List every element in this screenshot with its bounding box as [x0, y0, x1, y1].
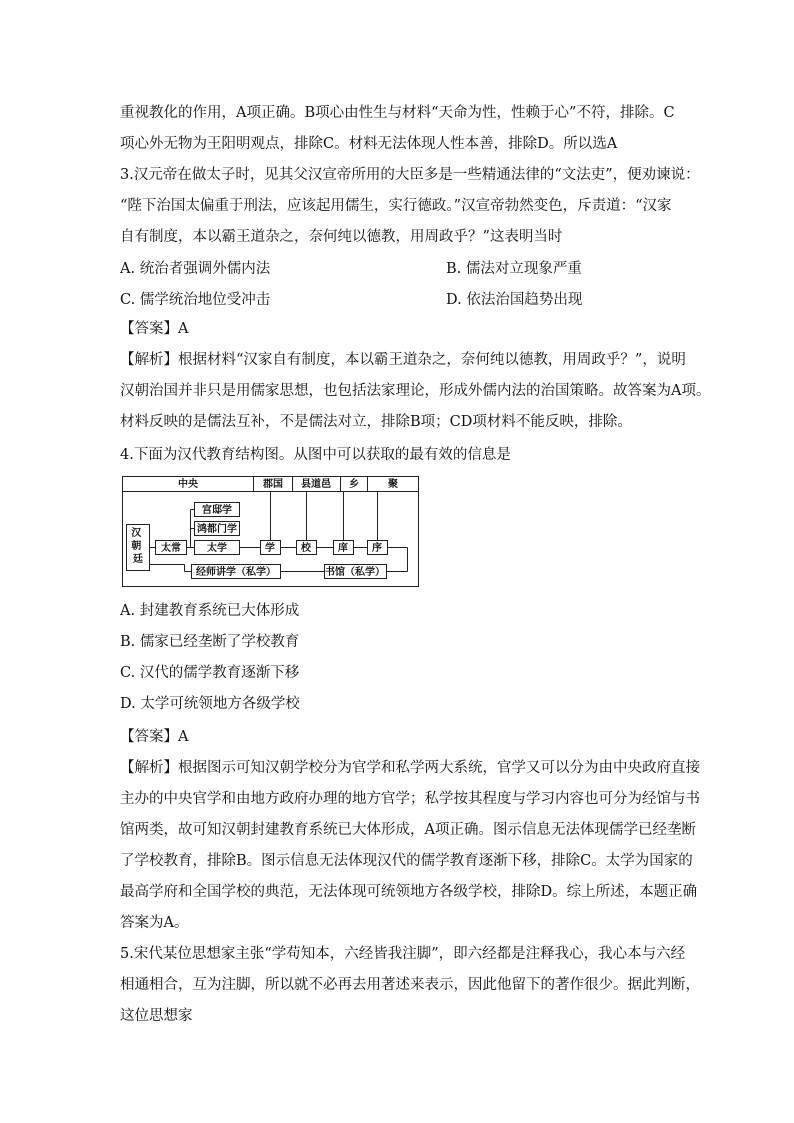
- header-junguo: 郡国: [263, 479, 283, 490]
- education-structure-diagram: [122, 476, 420, 588]
- label-guandixue: 宫邸学: [202, 505, 232, 516]
- answer-label: 【答案】A: [120, 321, 189, 337]
- q2-analysis-tail: [120, 98, 680, 160]
- text-line: 5.宋代某位思想家主张“学苟知本，六经皆我注脚”，即六经都是注释我心，我心本与六经: [120, 946, 686, 962]
- text-line: 自有制度，本以霸王道杂之，奈何纯以德教，用周政乎？”这表明当时: [120, 229, 563, 245]
- q4-option-b: B. 儒家已经垄断了学校教育: [120, 634, 300, 650]
- text-line: 3.汉元帝在做太子时，见其父汉宣帝所用的大臣多是一些精通法律的“文法吏”，便劝谏说：: [120, 167, 700, 183]
- label-xiang-school: 庠: [338, 543, 348, 554]
- header-ju: 聚: [388, 479, 398, 490]
- q3-option-c: C. 儒学统治地位受冲击: [120, 292, 271, 308]
- text-line: 汉朝治国并非只是用儒家思想，也包括法家理论，形成外儒内法的治国策略。故答案为A项。: [120, 383, 711, 399]
- q4-stem: [120, 440, 680, 471]
- text-line: 答案为A。: [120, 915, 189, 931]
- label-taixue: 太学: [207, 543, 227, 554]
- text-line: 相通相合，互为注脚，所以就不必再去用著述来表示，因此他留下的著作很少。据此判断，: [120, 977, 700, 993]
- text-line: 馆两类，故可知汉朝封建教育系统已大体形成，A项正确。图示信息无法体现儒学已经垄断: [120, 822, 696, 838]
- header-xiang: 乡: [349, 479, 359, 490]
- text-line: 材料反映的是儒法互补，不是儒法对立，排除B项；CD项材料不能反映，排除。: [120, 414, 632, 430]
- text-line: 【解析】根据图示可知汉朝学校分为官学和私学两大系统，官学又可以分为由中央政府直接: [120, 760, 700, 776]
- q4-option-a: A. 封建教育系统已大体形成: [120, 603, 300, 619]
- label-shuguan: 书馆（私学）: [325, 567, 385, 578]
- label-hongdumenxue: 鸿都门学: [197, 524, 237, 535]
- q3-option-a: A. 统治者强调外儒内法: [120, 261, 271, 277]
- q4-answer-block: [120, 722, 700, 939]
- q3-stem: [120, 160, 700, 253]
- q5-stem: [120, 939, 700, 1032]
- label-han-court: 汉 朝 廷: [131, 528, 143, 565]
- q4-option-c: C. 汉代的儒学教育逐渐下移: [120, 665, 300, 681]
- header-central: 中央: [178, 479, 198, 490]
- answer-label: 【答案】A: [120, 729, 189, 745]
- text-line: 主办的中央官学和由地方政府办理的地方官学；私学按其程度与学习内容也可分为经馆与书: [120, 791, 700, 807]
- text-line: 重视教化的作用，A项正确。B项心由性生与材料“天命为性，性赖于心”不符，排除。C: [120, 105, 675, 121]
- label-jingshi: 经师讲学（私学）: [196, 567, 276, 578]
- text-line: 【解析】根据材料“汉家自有制度，本以霸王道杂之，奈何纯以德教，用周政乎？”，说明: [120, 352, 686, 368]
- text-line: 最高学府和全国学校的典范，无法体现可统领地方各级学校，排除D。综上所述，本题正确: [120, 884, 698, 900]
- label-taichang: 太常: [161, 543, 181, 554]
- label-xiao: 校: [301, 543, 311, 554]
- text-line: “陛下治国太偏重于刑法，应该起用儒生，实行德政。”汉宣帝勃然变色，斥责道：“汉家: [120, 198, 672, 214]
- header-xiandaoyi: 县道邑: [301, 479, 331, 490]
- q3-option-d: D. 依法治国趋势出现: [446, 292, 583, 308]
- label-xu: 序: [372, 543, 382, 554]
- text-line: 项心外无物为王阳明观点，排除C。材料无法体现人性本善，排除D。所以选A: [120, 136, 618, 152]
- q4-option-d: D. 太学可统领地方各级学校: [120, 696, 300, 712]
- q3-option-b: B. 儒法对立现象严重: [446, 261, 582, 277]
- label-xue: 学: [265, 543, 275, 554]
- q3-answer-block: [120, 314, 711, 438]
- text-line: 了学校教育，排除B。图示信息无法体现汉代的儒学教育逐渐下移，排除C。太学为国家的: [120, 853, 693, 869]
- text-line: 4.下面为汉代教育结构图。从图中可以获取的最有效的信息是: [120, 447, 511, 463]
- text-line: 这位思想家: [120, 1008, 193, 1024]
